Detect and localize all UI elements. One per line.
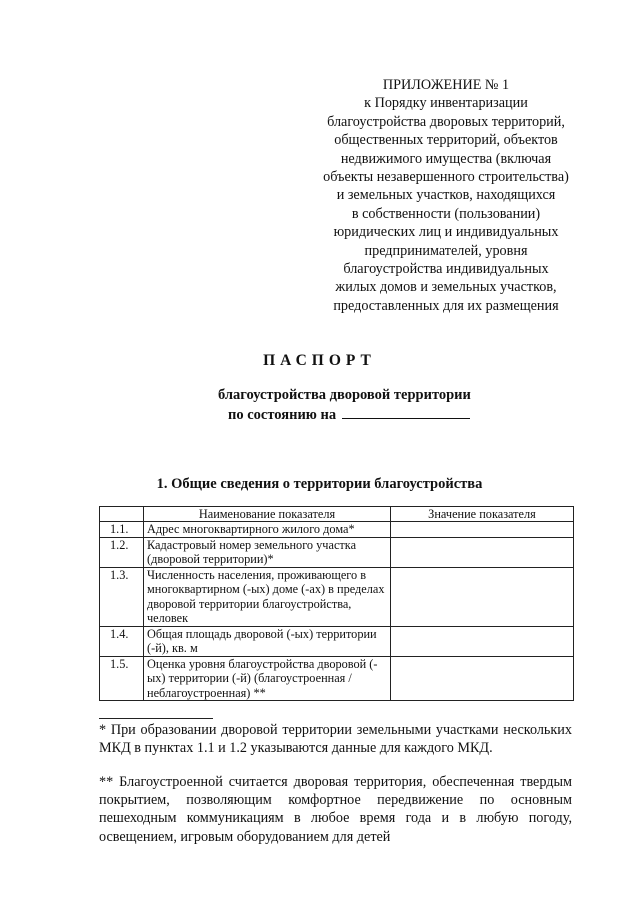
appendix-line: жилых домов и земельных участков, bbox=[335, 279, 557, 296]
footnote-2: ** Благоустроенной считается дворовая территория, обеспеченная твердым покрытием, позволяющим комфортное передвижение по основным пешеходным коммуникациям в любое время года и в любую погоду, освещением, игровым оборудованием для детей bbox=[99, 774, 572, 845]
row-name: Численность населения, проживающего в многоквартирном (-ых) доме (-ах) в пределах дворовой территории благоустройства, человек bbox=[144, 567, 391, 626]
appendix-line: ПРИЛОЖЕНИЕ № 1 bbox=[382, 77, 510, 93]
appendix-line: общественных территорий, объектов bbox=[334, 132, 558, 149]
appendix-line: юридических лиц и индивидуальных bbox=[333, 224, 559, 241]
row-num: 1.4. bbox=[100, 626, 144, 656]
section-title: 1. Общие сведения о территории благоустройства bbox=[156, 476, 483, 492]
table-row bbox=[100, 626, 574, 656]
appendix-line: благоустройства индивидуальных bbox=[343, 261, 549, 278]
date-blank-field[interactable] bbox=[342, 405, 470, 419]
appendix-line: и земельных участков, находящихся bbox=[336, 187, 556, 204]
header-name: Наименование показателя bbox=[144, 507, 391, 522]
passport-subtitle: благоустройства дворовой территории bbox=[218, 387, 471, 403]
row-name: Кадастровый номер земельного участка (дворовой территории)* bbox=[144, 537, 391, 567]
appendix-header bbox=[290, 76, 602, 315]
table-row bbox=[100, 537, 574, 567]
row-num: 1.1. bbox=[100, 522, 144, 538]
table-header-row bbox=[100, 507, 574, 522]
table-row bbox=[100, 656, 574, 701]
passport-date-line bbox=[228, 405, 470, 424]
appendix-line: в собственности (пользовании) bbox=[351, 205, 541, 222]
row-value bbox=[391, 656, 574, 701]
passport-title: ПАСПОРТ bbox=[263, 352, 376, 369]
header-num bbox=[100, 507, 144, 522]
row-name: Адрес многоквартирного жилого дома* bbox=[144, 522, 391, 538]
table-row bbox=[100, 567, 574, 626]
appendix-line: недвижимого имущества (включая bbox=[340, 150, 552, 167]
footnote-1: * При образовании дворовой территории земельными участками нескольких МКД в пунктах 1.1 и 1.2 указываются данные для каждого МКД. bbox=[99, 722, 572, 757]
row-num: 1.2. bbox=[100, 537, 144, 567]
row-name: Оценка уровня благоустройства дворовой (-ых) территории (-й) (благоустроенная / неблагоустроенная) ** bbox=[144, 656, 391, 701]
appendix-line: благоустройства дворовых территорий, bbox=[327, 113, 565, 130]
row-value bbox=[391, 537, 574, 567]
appendix-line: предпринимателей, уровня bbox=[364, 242, 528, 259]
row-value bbox=[391, 567, 574, 626]
state-label: по состоянию на bbox=[228, 407, 337, 423]
row-name: Общая площадь дворовой (-ых) территории (-й), кв. м bbox=[144, 626, 391, 656]
general-info-table bbox=[99, 506, 574, 701]
appendix-line: предоставленных для их размещения bbox=[333, 297, 559, 314]
appendix-line: к Порядку инвентаризации bbox=[364, 95, 528, 112]
row-value bbox=[391, 626, 574, 656]
row-num: 1.5. bbox=[100, 656, 144, 701]
table-row bbox=[100, 522, 574, 538]
footnote-divider bbox=[99, 718, 213, 719]
row-value bbox=[391, 522, 574, 538]
header-value: Значение показателя bbox=[391, 507, 574, 522]
appendix-line: объекты незавершенного строительства) bbox=[323, 169, 569, 186]
row-num: 1.3. bbox=[100, 567, 144, 626]
